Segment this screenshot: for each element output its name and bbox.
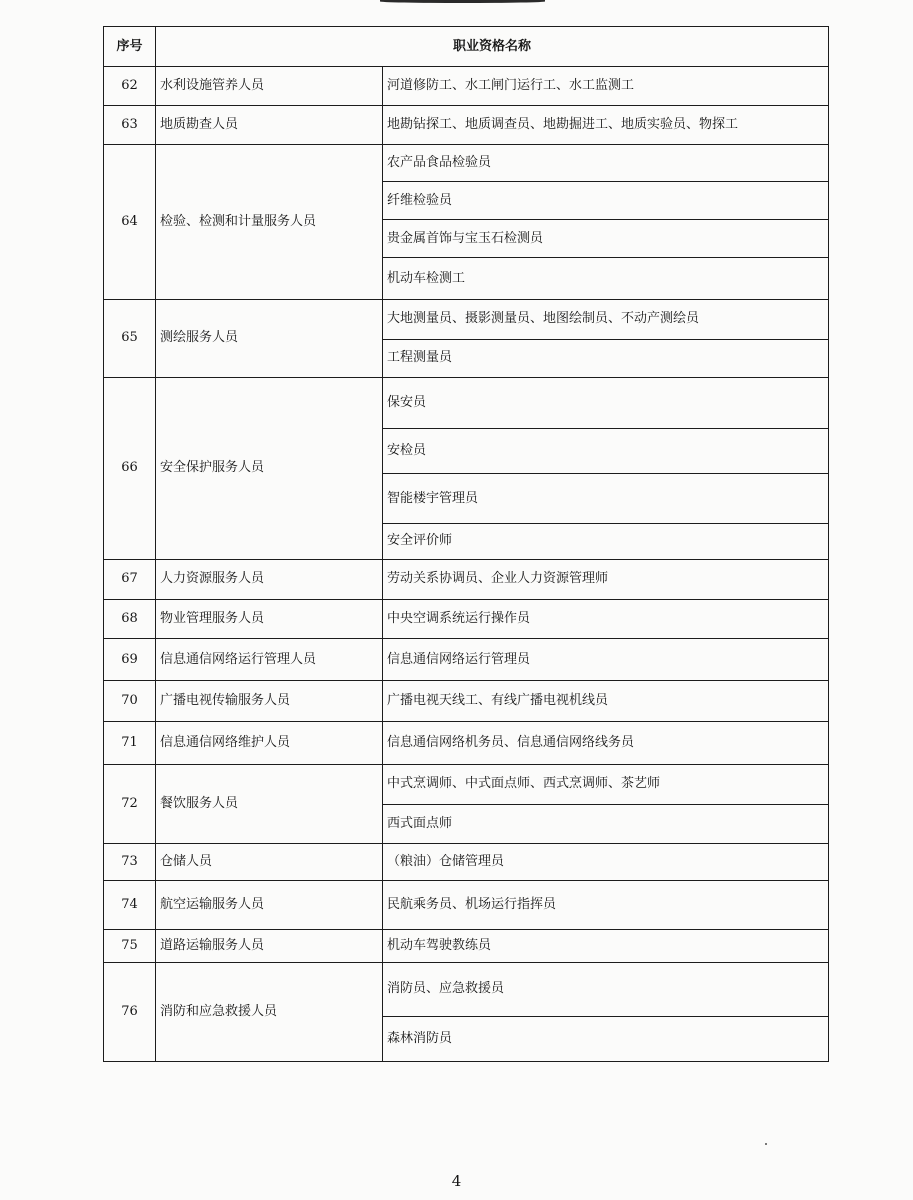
- row-number: 70: [104, 681, 156, 722]
- qualification-name: 纤维检验员: [383, 182, 829, 220]
- table-row: [104, 67, 829, 106]
- row-number: 73: [104, 843, 156, 880]
- table-row: [104, 299, 829, 339]
- qualification-name: 大地测量员、摄影测量员、地图绘制员、不动产测绘员: [383, 299, 829, 339]
- row-number: 69: [104, 639, 156, 681]
- occupation-category: 测绘服务人员: [156, 299, 383, 377]
- row-number: 63: [104, 106, 156, 145]
- row-number: 68: [104, 599, 156, 638]
- table-row: [104, 764, 829, 804]
- table-row: [104, 377, 829, 428]
- scan-speck: [765, 1143, 767, 1145]
- header-qualification-name: 职业资格名称: [156, 27, 829, 67]
- row-number: 64: [104, 145, 156, 299]
- row-number: 62: [104, 67, 156, 106]
- row-number: 72: [104, 764, 156, 843]
- occupation-category: 检验、检测和计量服务人员: [156, 145, 383, 299]
- occupation-category: 消防和应急救援人员: [156, 963, 383, 1062]
- row-number: 75: [104, 930, 156, 963]
- qualification-name: 贵金属首饰与宝玉石检测员: [383, 220, 829, 258]
- occupation-category: 道路运输服务人员: [156, 930, 383, 963]
- page-top-mark: [380, 0, 545, 3]
- row-number: 66: [104, 377, 156, 559]
- occupation-category: 人力资源服务人员: [156, 559, 383, 599]
- qualification-name: 工程测量员: [383, 339, 829, 377]
- table-row: [104, 963, 829, 1016]
- occupation-category: 餐饮服务人员: [156, 764, 383, 843]
- qualification-name: 安检员: [383, 429, 829, 474]
- occupation-category: 信息通信网络运行管理人员: [156, 639, 383, 681]
- table-row: [104, 599, 829, 638]
- qualification-name: 农产品食品检验员: [383, 145, 829, 182]
- qualification-name: （粮油）仓储管理员: [383, 843, 829, 880]
- table-row: [104, 106, 829, 145]
- qualification-name: 安全评价师: [383, 523, 829, 559]
- row-number: 65: [104, 299, 156, 377]
- table-header-row: [104, 27, 829, 67]
- qualification-name: 消防员、应急救援员: [383, 963, 829, 1016]
- qualification-name: 智能楼宇管理员: [383, 474, 829, 523]
- qualification-name: 森林消防员: [383, 1016, 829, 1061]
- occupation-category: 广播电视传输服务人员: [156, 681, 383, 722]
- qualification-name: 中央空调系统运行操作员: [383, 599, 829, 638]
- row-number: 74: [104, 880, 156, 929]
- qualification-table: [103, 26, 829, 1062]
- qualification-name: 地勘钻探工、地质调查员、地勘掘进工、地质实验员、物探工: [383, 106, 829, 145]
- qualification-name: 广播电视天线工、有线广播电视机线员: [383, 681, 829, 722]
- occupation-category: 物业管理服务人员: [156, 599, 383, 638]
- occupation-category: 安全保护服务人员: [156, 377, 383, 559]
- page-number: 4: [451, 1172, 462, 1190]
- occupation-category: 信息通信网络维护人员: [156, 722, 383, 764]
- table-row: [104, 843, 829, 880]
- qualification-name: 机动车检测工: [383, 258, 829, 299]
- occupation-category: 地质勘查人员: [156, 106, 383, 145]
- table-row: [104, 681, 829, 722]
- qualification-name: 机动车驾驶教练员: [383, 930, 829, 963]
- table-row: [104, 559, 829, 599]
- table-row: [104, 145, 829, 182]
- qualification-name: 西式面点师: [383, 804, 829, 843]
- table-row: [104, 722, 829, 764]
- qualification-name: 信息通信网络机务员、信息通信网络线务员: [383, 722, 829, 764]
- qualification-name: 河道修防工、水工闸门运行工、水工监测工: [383, 67, 829, 106]
- qualification-name: 中式烹调师、中式面点师、西式烹调师、茶艺师: [383, 764, 829, 804]
- qualification-name: 信息通信网络运行管理员: [383, 639, 829, 681]
- qualification-name: 劳动关系协调员、企业人力资源管理师: [383, 559, 829, 599]
- table-row: [104, 880, 829, 929]
- occupation-category: 仓储人员: [156, 843, 383, 880]
- row-number: 76: [104, 963, 156, 1062]
- row-number: 67: [104, 559, 156, 599]
- row-number: 71: [104, 722, 156, 764]
- header-index: 序号: [104, 27, 156, 67]
- table-row: [104, 639, 829, 681]
- occupation-category: 水利设施管养人员: [156, 67, 383, 106]
- qualification-name: 保安员: [383, 377, 829, 428]
- qualification-name: 民航乘务员、机场运行指挥员: [383, 880, 829, 929]
- table-row: [104, 930, 829, 963]
- occupation-category: 航空运输服务人员: [156, 880, 383, 929]
